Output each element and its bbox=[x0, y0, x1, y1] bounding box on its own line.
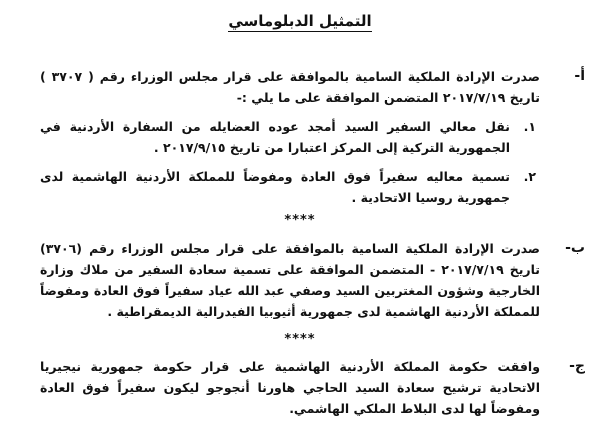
section-a-item-1-text: نقل معالي السفير السيد أمجد عوده العضايله من السفارة الأردنية في الجمهورية التركية إلى المركز اعتبارا من تاريخ ٢٠١٧/٩/١٥ . bbox=[40, 119, 510, 155]
section-a-paragraph: صدرت الإرادة الملكية السامية بالموافقة على قرار مجلس الوزراء رقم ( ٣٧٠٧ ) تاريخ ٢٠١٧/٧/١٩ المتضمن الموافقة على ما يلي :- bbox=[40, 69, 540, 105]
separator-2: **** bbox=[284, 332, 316, 347]
section-a-item-2-text: تسمية معاليه سفيراً فوق العادة ومفوضاً للمملكة الأردنية الهاشمية لدى جمهورية روسيا الاتحادية . bbox=[40, 169, 510, 205]
section-a-item-2-number: ٢. bbox=[523, 169, 536, 184]
section-a-item-2 bbox=[40, 166, 540, 208]
section-a-marker: أ- bbox=[574, 68, 585, 84]
page-title bbox=[0, 12, 600, 30]
section-a-item-1-number: ١. bbox=[523, 119, 536, 134]
section-c-paragraph: وافقت حكومة المملكة الأردنية الهاشمية على قرار حكومة جمهورية نيجيريا الاتحادية ترشيح سعادة السيد الحاجي هاورنا أنجوجو ليكون سفيراً فوق العادة ومفوضاً لها لدى البلاط الملكي الهاشمي. bbox=[40, 359, 540, 416]
separator-1: **** bbox=[284, 213, 316, 228]
section-b-marker: ب- bbox=[565, 240, 585, 256]
section-a bbox=[40, 66, 540, 208]
section-b bbox=[40, 238, 540, 322]
section-c bbox=[40, 356, 540, 419]
section-c-marker: ج- bbox=[569, 358, 585, 374]
page-title-text: التمثيل الدبلوماسي bbox=[228, 12, 372, 30]
section-a-item-1 bbox=[40, 116, 540, 158]
section-b-paragraph: صدرت الإرادة الملكية السامية بالموافقة على قرار مجلس الوزراء رقم (٣٧٠٦) تاريخ ٢٠١٧/٧/١٩ - المتضمن الموافقة على تسمية سعادة السفير من ملاك وزارة الخارجية وشؤون المغتربين السيد وصفي عبد الله عياد سفيراً فوق العادة ومفوضاً للمملكة الأردنية الهاشمية لدى جمهورية أثيوبيا الفيدرالية الديمقراطية . bbox=[40, 241, 541, 319]
